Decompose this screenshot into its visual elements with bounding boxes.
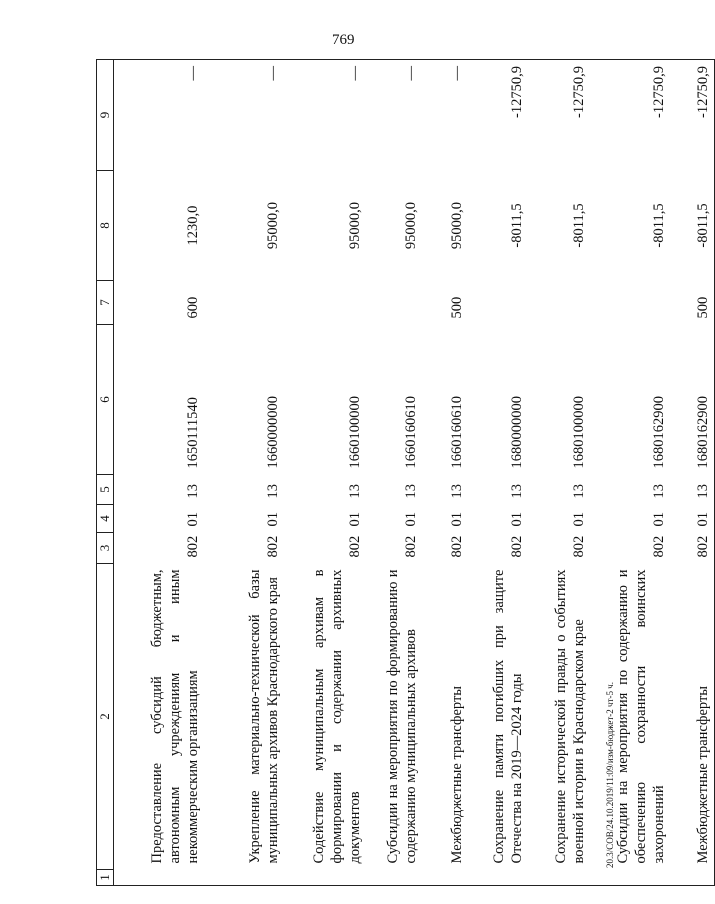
cell-c4: 01 bbox=[347, 512, 364, 527]
cell-c9: -12750,9 bbox=[670, 60, 715, 171]
cell-c7 bbox=[204, 281, 284, 325]
cell-c7 bbox=[284, 281, 366, 325]
cell-c4: 01 bbox=[651, 512, 668, 527]
header-col-6: 6 bbox=[97, 325, 114, 475]
row-name: Сохранение памяти погибших при защите Отечества на 2019—2024 годы bbox=[491, 569, 526, 864]
cell-c5: 13 bbox=[670, 475, 715, 505]
header-col-8: 8 bbox=[97, 171, 114, 281]
row-name: Укрепление материально-технической базы муниципальных архивов Краснодарского края bbox=[247, 569, 282, 864]
cell-c5: 13 bbox=[449, 484, 466, 499]
table-row bbox=[284, 60, 366, 886]
cell-c6: 1680000000 bbox=[509, 396, 526, 469]
footer-doc-code: 20.3/COB/24.10.2019/11:09/изм-бюджет-2 чт-5 ч. bbox=[605, 681, 615, 868]
cell-c7 bbox=[528, 281, 590, 325]
header-col-7: 7 bbox=[97, 281, 114, 325]
cell-c9: -12750,9 bbox=[528, 60, 590, 171]
cell-c8: -8011,5 bbox=[670, 171, 715, 281]
cell-c4: 01 bbox=[403, 512, 420, 527]
header-col-5: 5 bbox=[97, 475, 114, 505]
cell-c6: 1660000000 bbox=[265, 396, 282, 469]
cell-c8: 95000,0 bbox=[347, 201, 364, 250]
cell-c6: 1660160610 bbox=[403, 396, 420, 469]
table-row bbox=[590, 60, 670, 886]
header-row bbox=[97, 60, 114, 886]
cell-c7 bbox=[468, 281, 528, 325]
header-col-1: 1 bbox=[97, 870, 114, 886]
cell-c4: 01 bbox=[509, 512, 526, 527]
cell-c9: — bbox=[366, 60, 422, 171]
cell-c3: 802 bbox=[449, 535, 466, 558]
row-name: Субсидии на мероприятия по формированию и содержанию муниципальных архивов bbox=[385, 569, 420, 864]
cell-c3: 802 bbox=[670, 533, 715, 564]
cell-c7 bbox=[366, 281, 422, 325]
cell-c9: — bbox=[114, 60, 205, 171]
table-row bbox=[528, 60, 590, 886]
cell-c6: 1680100000 bbox=[571, 396, 588, 469]
cell-c4: 01 bbox=[185, 512, 202, 527]
cell-c8: 95000,0 bbox=[403, 201, 420, 250]
cell-c3: 802 bbox=[571, 535, 588, 558]
cell-c6: 1660100000 bbox=[347, 396, 364, 469]
cell-c3: 802 bbox=[509, 535, 526, 558]
row-name: Предоставление субсидий бюджетным, автономным учреждениям и иным некоммерческим организациям bbox=[148, 569, 202, 864]
cell-c3: 802 bbox=[651, 535, 668, 558]
header-col-9: 9 bbox=[97, 60, 114, 171]
cell-c9: — bbox=[204, 60, 284, 171]
header-col-3: 3 bbox=[97, 533, 114, 564]
cell-c8: -8011,5 bbox=[651, 203, 668, 248]
cell-c8: 95000,0 bbox=[449, 201, 466, 250]
cell-c3: 802 bbox=[403, 535, 420, 558]
table-row bbox=[204, 60, 284, 886]
budget-table bbox=[96, 59, 715, 886]
cell-c6: 1650111540 bbox=[185, 397, 202, 469]
cell-c4: 01 bbox=[265, 512, 282, 527]
cell-c5: 13 bbox=[185, 484, 202, 499]
cell-c6: 1660160610 bbox=[449, 396, 466, 469]
row-name: Субсидии на мероприятия по содержанию и обеспечению сохранности воинских захоронений bbox=[614, 569, 668, 864]
cell-c4: 01 bbox=[449, 512, 466, 527]
cell-c4: 01 bbox=[571, 512, 588, 527]
cell-c5: 13 bbox=[403, 484, 420, 499]
cell-c5: 13 bbox=[265, 484, 282, 499]
cell-c8: -8011,5 bbox=[571, 203, 588, 248]
table-row bbox=[422, 60, 468, 886]
row-name: Межбюджетные трансферты bbox=[449, 685, 466, 864]
cell-c8: 95000,0 bbox=[265, 201, 282, 250]
cell-c7 bbox=[590, 281, 670, 325]
cell-c5: 13 bbox=[571, 484, 588, 499]
cell-c8: 1230,0 bbox=[185, 205, 202, 246]
cell-c8: -8011,5 bbox=[509, 203, 526, 248]
table-row bbox=[114, 60, 205, 886]
cell-c7: 500 bbox=[449, 296, 466, 319]
cell-c9: — bbox=[422, 60, 468, 171]
table-row bbox=[670, 60, 715, 886]
cell-c3: 802 bbox=[347, 535, 364, 558]
header-col-2: 2 bbox=[97, 564, 114, 870]
cell-c9: -12750,9 bbox=[590, 60, 670, 171]
cell-c7: 600 bbox=[185, 296, 202, 319]
row-name: Содействие муниципальным архивам в формировании и содержании архивных документов bbox=[310, 569, 364, 864]
row-name: Межбюджетные трансферты bbox=[670, 564, 715, 870]
cell-c9: — bbox=[284, 60, 366, 171]
cell-c6: 1680162900 bbox=[651, 396, 668, 469]
cell-c3: 802 bbox=[185, 535, 202, 558]
budget-table-rotated bbox=[96, 60, 712, 886]
row-name: Сохранение исторической правды о событиях военной истории в Краснодарском крае bbox=[553, 569, 588, 864]
table-row bbox=[366, 60, 422, 886]
cell-c4: 01 bbox=[670, 505, 715, 533]
page-number: 769 bbox=[332, 32, 355, 48]
cell-c5: 13 bbox=[651, 484, 668, 499]
cell-c6: 1680162900 bbox=[670, 325, 715, 475]
table-row bbox=[468, 60, 528, 886]
header-col-4: 4 bbox=[97, 505, 114, 533]
cell-c9: -12750,9 bbox=[468, 60, 528, 171]
cell-c7: 500 bbox=[670, 281, 715, 325]
cell-c3: 802 bbox=[265, 535, 282, 558]
cell-c5: 13 bbox=[509, 484, 526, 499]
cell-c5: 13 bbox=[347, 484, 364, 499]
